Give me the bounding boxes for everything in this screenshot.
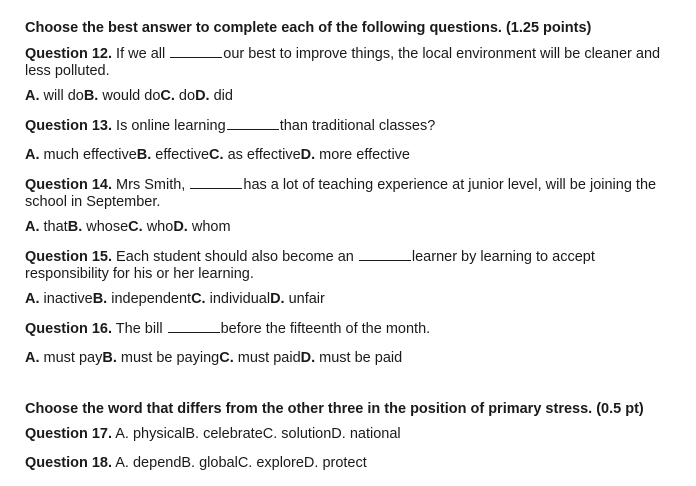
question-text-before: Mrs Smith, — [112, 177, 190, 193]
option-text: solution — [277, 426, 332, 442]
option-text: who — [142, 219, 174, 235]
option-letter: C. — [160, 88, 175, 104]
option-text: depend — [128, 455, 182, 471]
section1-heading: Choose the best answer to complete each of the following questions. (1.25 points) — [25, 20, 592, 36]
section-gap — [25, 379, 678, 401]
question-16 — [25, 320, 678, 338]
option-letter: D. — [300, 147, 316, 163]
question-text-before: Each student should also become an — [112, 249, 358, 265]
question-number: Question 16. — [25, 321, 113, 337]
question-number: Question 14. — [25, 177, 113, 193]
option-text: more effective — [315, 147, 410, 163]
option-letter: C. — [262, 426, 278, 442]
option-letter: A. — [25, 350, 40, 366]
option-letter: A. — [25, 219, 40, 235]
answer-blank — [359, 248, 411, 261]
question-text-after: before the fifteenth of the month. — [220, 321, 431, 337]
option-text: that — [39, 219, 68, 235]
option-text: whom — [187, 219, 231, 235]
option-letter: D. — [173, 219, 188, 235]
question-18 — [25, 455, 678, 472]
question-12 — [25, 45, 678, 80]
question-text-after: learner by learning to accept responsibility for his or her learning. — [25, 249, 595, 282]
options-12 — [25, 88, 678, 105]
option-text: individual — [205, 291, 271, 307]
option-text: national — [345, 426, 401, 442]
question-text-after: has a lot of teaching experience at junior level, will be joining the school in September. — [25, 177, 657, 210]
question-text-before: Is online learning — [112, 118, 226, 134]
option-text: global — [195, 455, 238, 471]
option-text: physical — [128, 426, 186, 442]
options-15 — [25, 291, 678, 308]
option-text: do — [174, 88, 196, 104]
option-letter: D. — [300, 350, 316, 366]
option-letter: C. — [237, 455, 253, 471]
option-letter: D. — [195, 88, 210, 104]
question-text-before: The bill — [112, 321, 167, 337]
option-letter: B. — [83, 88, 99, 104]
option-text: independent — [107, 291, 192, 307]
question-text-after: our best to improve things, the local environment will be cleaner and less polluted. — [25, 46, 661, 79]
option-text: must pay — [39, 350, 103, 366]
option-letter: C. — [219, 350, 234, 366]
question-17 — [25, 426, 678, 443]
question-14 — [25, 176, 678, 211]
option-letter: D. — [270, 291, 285, 307]
option-text: did — [209, 88, 233, 104]
option-letter: B. — [136, 147, 152, 163]
answer-blank — [168, 320, 220, 333]
option-text: must be paid — [315, 350, 403, 366]
option-text: much effective — [39, 147, 137, 163]
option-text: must be paying — [116, 350, 220, 366]
option-letter: B. — [185, 426, 200, 442]
option-letter: A. — [25, 147, 40, 163]
answer-blank — [170, 45, 222, 58]
option-letter: C. — [209, 147, 224, 163]
question-number: Question 12. — [25, 46, 113, 62]
option-text: protect — [318, 455, 367, 471]
option-text: unfair — [284, 291, 325, 307]
option-text: explore — [252, 455, 304, 471]
option-letter: B. — [181, 455, 196, 471]
option-letter: A. — [25, 88, 40, 104]
options-13 — [25, 147, 678, 164]
question-text-after: than traditional classes? — [279, 118, 436, 134]
option-letter: A. — [25, 291, 40, 307]
option-letter: B. — [67, 219, 83, 235]
option-text: effective — [151, 147, 210, 163]
question-text-before: If we all — [112, 46, 170, 62]
option-letter: A. — [115, 426, 129, 442]
options-16 — [25, 350, 678, 367]
question-number: Question 13. — [25, 118, 113, 134]
option-letter: D. — [303, 455, 319, 471]
option-text: inactive — [39, 291, 93, 307]
answer-blank — [190, 176, 242, 189]
question-number: Question 15. — [25, 249, 113, 265]
option-text: will do — [39, 88, 84, 104]
option-letter: C. — [128, 219, 143, 235]
question-number: Question 18. — [25, 455, 113, 471]
answer-blank — [227, 117, 279, 130]
option-text: as effective — [223, 147, 301, 163]
option-letter: B. — [102, 350, 117, 366]
question-13 — [25, 117, 678, 135]
section2-heading: Choose the word that differs from the other three in the position of primary stress. (0.5 pt) — [25, 401, 644, 417]
option-text: whose — [82, 219, 129, 235]
options-14 — [25, 219, 678, 236]
option-text: must paid — [233, 350, 301, 366]
option-letter: D. — [331, 426, 346, 442]
question-15 — [25, 248, 678, 283]
option-text: would do — [98, 88, 161, 104]
option-letter: C. — [191, 291, 206, 307]
option-letter: B. — [92, 291, 108, 307]
option-letter: A. — [115, 455, 129, 471]
question-number: Question 17. — [25, 426, 113, 442]
option-text: celebrate — [199, 426, 263, 442]
